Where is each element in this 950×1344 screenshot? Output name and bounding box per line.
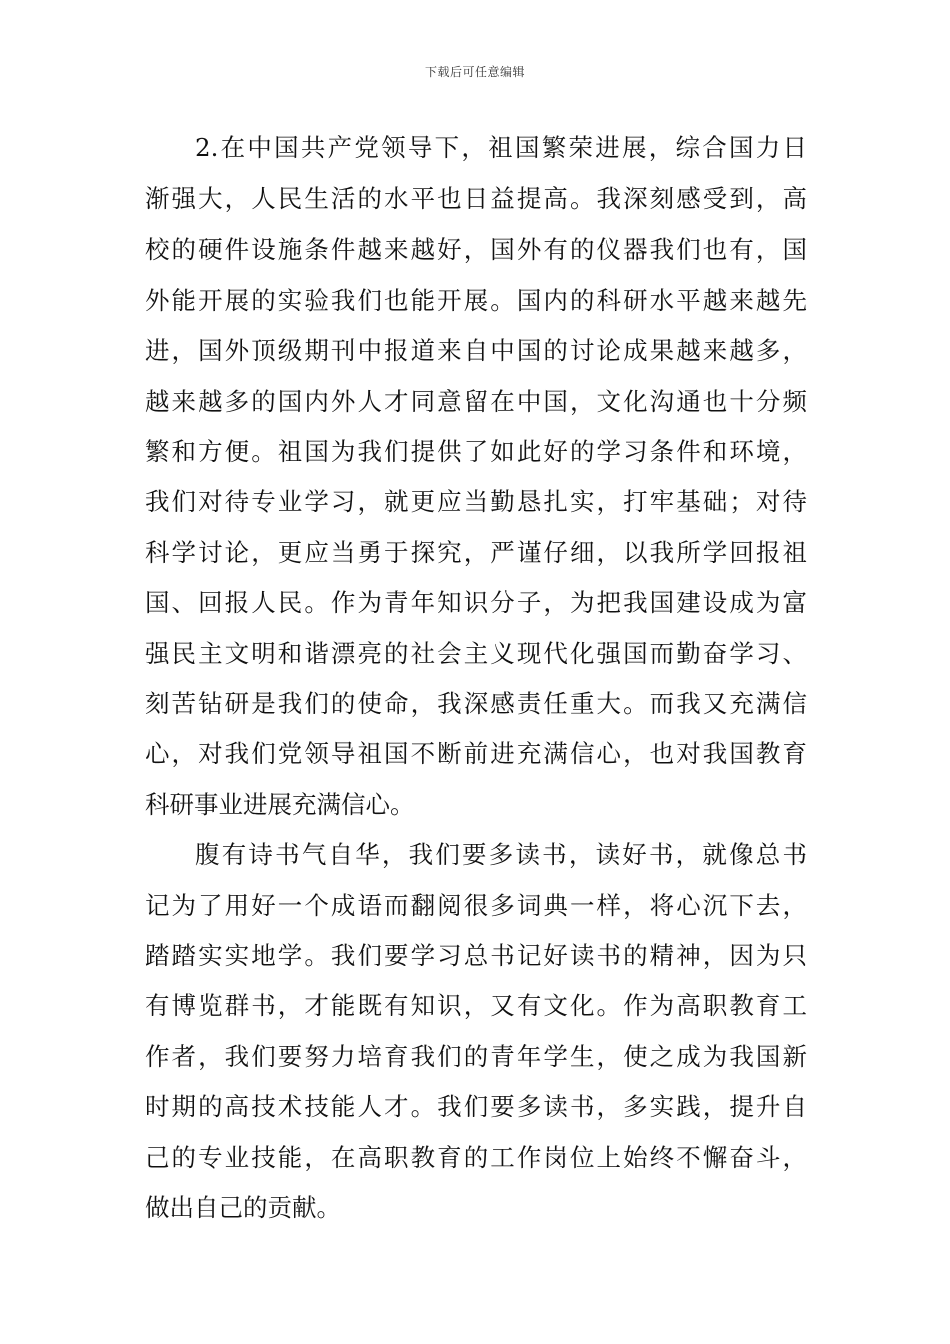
paragraph-2-line-6: 时期的高技术技能人才。我们要多读书，多实践，提升自 — [145, 1092, 807, 1121]
paragraph-1-line-12: 刻苦钻研是我们的使命，我深感责任重大。而我又充满信 — [145, 689, 807, 718]
paragraph-2-line-8: 做出自己的贡献。 — [145, 1193, 341, 1222]
paragraph-2-line-3: 踏踏实实地学。我们要学习总书记好读书的精神，因为只 — [145, 941, 807, 970]
paragraph-2-line-4: 有博览群书，才能既有知识，又有文化。作为高职教育工 — [145, 991, 807, 1020]
paragraph-1-line-4: 外能开展的实验我们也能开展。国内的科研水平越来越先 — [145, 286, 807, 315]
paragraph-1-line-7: 繁和方便。祖国为我们提供了如此好的学习条件和环境， — [145, 437, 807, 466]
paragraph-1-line-13: 心，对我们党领导祖国不断前进充满信心，也对我国教育 — [145, 739, 807, 768]
paragraph-2-line-1: 腹有诗书气自华，我们要多读书，读好书，就像总书 — [195, 840, 807, 869]
paragraph-1-line-14: 科研事业进展充满信心。 — [145, 790, 415, 819]
paragraph-1-line-3: 校的硬件设施条件越来越好，国外有的仪器我们也有，国 — [145, 235, 807, 264]
paragraph-1-line-5: 进，国外顶级期刊中报道来自中国的讨论成果越来越多， — [145, 336, 807, 365]
paragraph-1-line-10: 国、回报人民。作为青年知识分子，为把我国建设成为富 — [145, 588, 807, 617]
paragraph-1-line-11: 强民主文明和谐漂亮的社会主义现代化强国而勤奋学习、 — [145, 639, 807, 668]
paragraph-1-line-8: 我们对待专业学习，就更应当勤恳扎实，打牢基础；对待 — [145, 487, 807, 516]
paragraph-1-line-1: 2.在中国共产党领导下，祖国繁荣进展，综合国力日 — [195, 133, 807, 162]
paragraph-1-line-9: 科学讨论，更应当勇于探究，严谨仔细，以我所学回报祖 — [145, 538, 807, 567]
paragraph-1-line-2: 渐强大，人民生活的水平也日益提高。我深刻感受到，高 — [145, 184, 807, 213]
paragraph-2-line-7: 己的专业技能，在高职教育的工作岗位上始终不懈奋斗， — [145, 1143, 807, 1172]
paragraph-2-line-2: 记为了用好一个成语而翻阅很多词典一样，将心沉下去， — [145, 891, 807, 920]
paragraph-1-line-6: 越来越多的国内外人才同意留在中国，文化沟通也十分频 — [145, 387, 807, 416]
page-header-note: 下载后可任意编辑 — [424, 65, 525, 79]
paragraph-2-line-5: 作者，我们要努力培育我们的青年学生，使之成为我国新 — [145, 1042, 807, 1071]
